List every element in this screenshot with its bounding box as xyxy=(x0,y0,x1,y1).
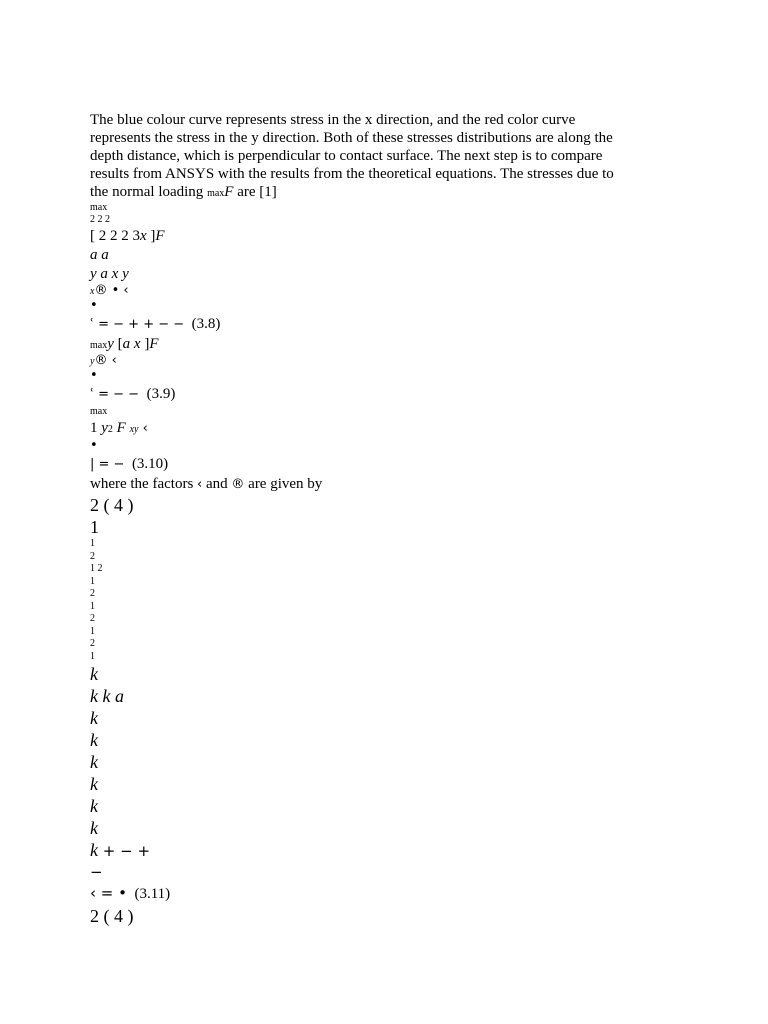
equation-number: (3.11) xyxy=(134,886,171,902)
paragraph-line: The blue colour curve represents stress in the x direction, and the red color curve xyxy=(90,112,576,128)
eq-fragment: • xyxy=(90,298,98,313)
document-page xyxy=(90,111,630,927)
paragraph-text: are [1] xyxy=(233,184,277,200)
equation-3-8 xyxy=(90,203,630,335)
eq-var: F xyxy=(149,336,159,352)
equation-number: (3.10) xyxy=(131,456,169,472)
paragraph-line: depth distance, which is perpendicular to contact surface. The next step is to compare xyxy=(90,148,603,164)
eq-fragment: k xyxy=(90,818,98,838)
eq-fragment: 2 ( 4 ) xyxy=(90,906,134,926)
equation-3-10 xyxy=(90,407,630,475)
equation-number: (3.8) xyxy=(191,316,221,332)
eq-fragment xyxy=(90,839,630,862)
eq-symbols: + − + xyxy=(98,842,151,860)
eq-fragment xyxy=(90,284,630,298)
eq-small-numbers xyxy=(90,538,630,663)
eq-fragment: 1 xyxy=(90,538,95,549)
variable-F: F xyxy=(224,184,234,200)
eq-fragment: 1 xyxy=(90,517,99,537)
paragraph-line: represents the stress in the y direction. Both of these stresses distributions are along the xyxy=(90,130,613,146)
eq-symbols: ʿ = − − xyxy=(90,387,140,402)
eq-sub: max xyxy=(90,340,108,351)
eq-symbols: ʿ = − + + − − xyxy=(90,317,185,332)
eq-fragment: 1 2 xyxy=(90,563,103,574)
eq-var: F xyxy=(112,420,130,436)
eq-symbols: ‹ xyxy=(197,477,203,492)
eq-fragment xyxy=(90,419,630,438)
eq-fragment: 2 xyxy=(90,588,95,599)
eq-fragment: 1 xyxy=(90,650,95,662)
equation-3-9 xyxy=(90,335,630,405)
eq-fragment xyxy=(90,314,630,335)
equation-number: (3.9) xyxy=(146,386,176,402)
eq-fragment: k k a xyxy=(90,686,124,706)
eq-fragment xyxy=(90,354,630,368)
eq-sub: 2 xyxy=(107,424,113,435)
eq-fragment: − xyxy=(90,863,103,881)
eq-var: x xyxy=(140,228,147,244)
eq-fragment: • xyxy=(90,368,98,383)
eq-fragment: y a x y xyxy=(90,266,129,282)
eq-fragment: 1 xyxy=(90,625,95,637)
eq-fragment: k xyxy=(90,708,98,728)
eq-fragment: 2 2 2 xyxy=(90,214,110,225)
eq-symbols: | = − xyxy=(90,457,125,472)
eq-fragment: 2 xyxy=(90,550,95,562)
eq-var: x xyxy=(90,286,95,297)
sentence-text: and xyxy=(202,476,232,492)
eq-text: [ xyxy=(113,336,123,352)
eq-fragment: k xyxy=(90,730,98,750)
eq-fragment: k xyxy=(90,774,98,794)
eq-fragment xyxy=(90,882,630,905)
eq-fragment: 2 ( 4 ) xyxy=(90,495,134,515)
eq-text: 1 xyxy=(90,420,102,436)
eq-symbols: ‹ = • xyxy=(90,884,127,902)
eq-symbols: ® xyxy=(231,477,245,492)
eq-var: k xyxy=(90,840,98,860)
eq-var: y xyxy=(101,420,108,436)
eq-fragment: 2 xyxy=(90,613,95,624)
paragraph-line: results from ANSYS with the results from the theoretical equations. The stresses due to xyxy=(90,166,614,182)
eq-fragment xyxy=(90,335,630,354)
eq-fragment xyxy=(90,384,630,405)
eq-sub: xy xyxy=(129,424,139,435)
eq-fragment: 1 xyxy=(90,600,95,612)
eq-fragment: max xyxy=(90,202,108,213)
eq-var: a x xyxy=(122,336,141,352)
eq-fragment: 2 xyxy=(90,638,95,649)
eq-var: y xyxy=(90,356,95,367)
sentence-text: are given by xyxy=(244,476,323,492)
paragraph-line-last xyxy=(90,183,630,201)
subscript: max xyxy=(207,188,225,199)
eq-fragment xyxy=(90,454,630,475)
intro-paragraph xyxy=(90,111,630,201)
eq-text: ] xyxy=(140,336,150,352)
eq-var: y xyxy=(107,336,114,352)
eq-symbols: ‹ xyxy=(138,421,148,436)
eq-var: F xyxy=(155,228,165,244)
eq-fragment: k xyxy=(90,664,98,684)
sentence-text: where the factors xyxy=(90,476,198,492)
factors-sentence xyxy=(90,475,630,494)
eq-fragment: max xyxy=(90,406,108,417)
eq-fragment: a a xyxy=(90,247,109,263)
eq-symbols: ® ‹ xyxy=(94,353,117,368)
equation-3-11 xyxy=(90,494,630,927)
eq-fragment: 1 xyxy=(90,575,95,587)
eq-fragment: • xyxy=(90,438,98,453)
eq-fragment xyxy=(90,227,630,246)
eq-fragment: k xyxy=(90,752,98,772)
paragraph-text: the normal loading xyxy=(90,184,208,200)
eq-text: ] xyxy=(146,228,156,244)
eq-text: [ 2 2 2 3 xyxy=(90,228,140,244)
eq-symbols: ® • ‹ xyxy=(94,283,129,298)
eq-fragment: k xyxy=(90,796,98,816)
